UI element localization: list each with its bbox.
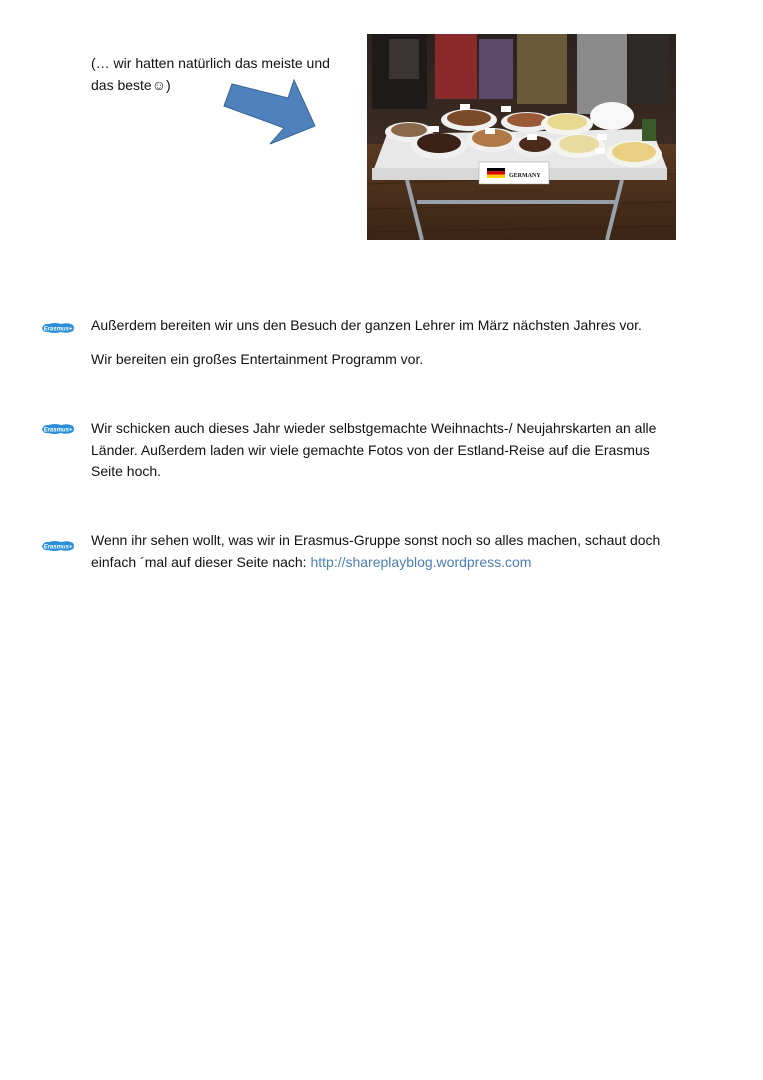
erasmus-bullet-label: Erasmus+ [43,326,73,333]
note-close-paren: ) [166,77,171,93]
erasmus-bullet-icon [41,422,75,434]
paragraph-text: Wir schicken auch dieses Jahr wieder selbstgemachte Weihnachts-/ Neujahrskarten an alle Länder. Außerdem laden wir viele gemachte Fotos von der Estland-Reise auf die Erasmus Seite hoch. [91,420,657,479]
erasmus-bullet-icon [41,539,75,551]
paragraph-text: Wenn ihr sehen wollt, was wir in Erasmus-Gruppe sonst noch so alles machen, schaut doch einfach ´mal auf dieser Seite nach: [91,532,661,570]
paragraph-line: Wir bereiten ein großes Entertainment Programm vor. [91,350,424,367]
arrow-right-icon [222,76,318,148]
erasmus-bullet-icon [41,321,75,333]
paragraph-blog-link [91,530,681,573]
smiley-icon: ☺ [151,77,167,93]
note-line-2: das beste [91,77,152,93]
germany-sign-label: GERMANY [509,173,541,179]
paragraph-cards-photos [91,418,681,483]
paragraph-teachers-visit [91,315,681,370]
note-line-1: (… wir hatten natürlich das meiste und [91,55,330,71]
erasmus-bullet-label: Erasmus+ [43,544,73,551]
paragraph-line: Außerdem bereiten wir uns den Besuch der ganzen Lehrer im März nächsten Jahres vor. [91,317,642,333]
blog-link[interactable]: http://shareplayblog.wordpress.com [310,553,532,570]
buffet-photo [367,34,676,240]
erasmus-bullet-label: Erasmus+ [43,427,73,434]
